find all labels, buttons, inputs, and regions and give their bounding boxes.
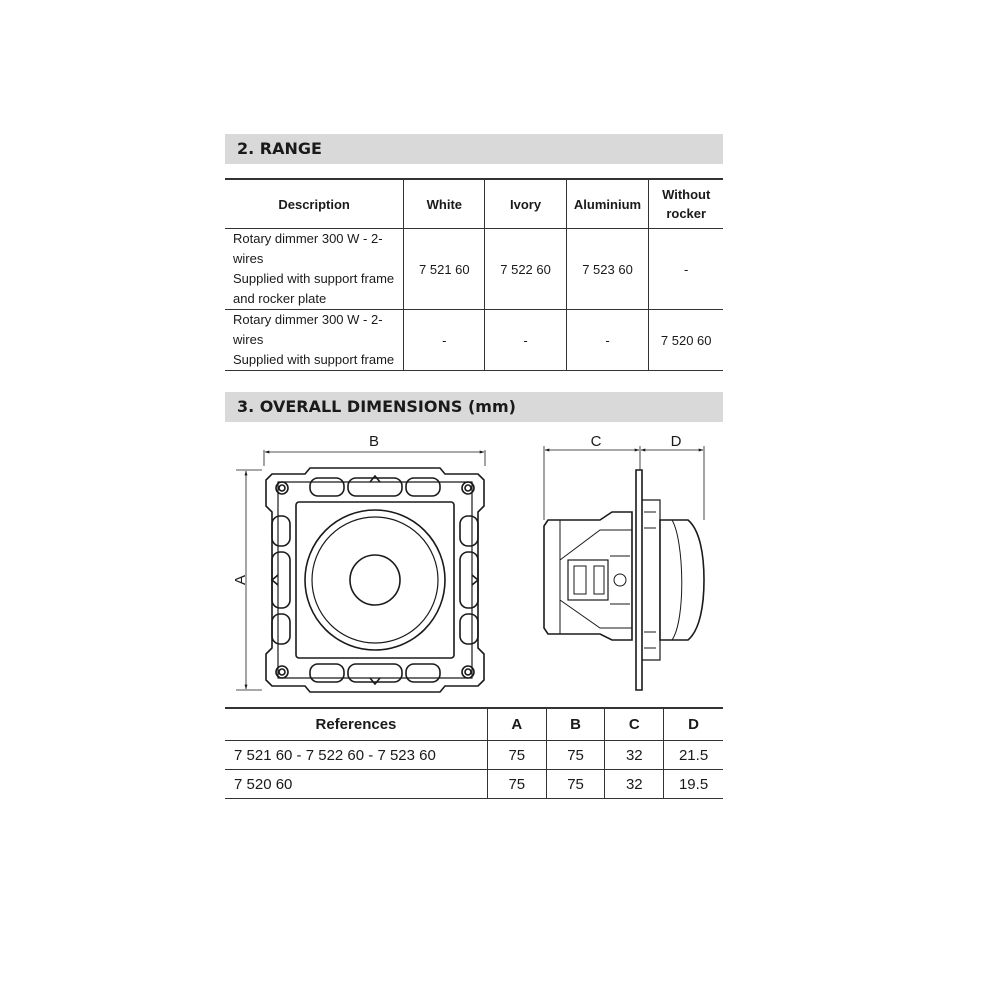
- cell-a: 75: [487, 770, 546, 799]
- frame-profile: [636, 470, 642, 690]
- row-description: Rotary dimmer 300 W - 2-wires Supplied with support frame: [225, 310, 404, 371]
- cell-a: 75: [487, 741, 546, 770]
- column-header-d: D: [664, 708, 723, 741]
- cell-aluminium: -: [566, 310, 649, 371]
- column-header-references: References: [225, 708, 487, 741]
- range-section-heading: 2. RANGE: [225, 134, 723, 164]
- dimensions-section-heading: 3. OVERALL DIMENSIONS (mm): [225, 392, 723, 422]
- table-row: [225, 741, 723, 770]
- cell-c: 32: [605, 770, 664, 799]
- label-b: B: [368, 433, 380, 450]
- cell-white: 7 521 60: [404, 229, 485, 310]
- label-d: D: [670, 433, 682, 450]
- cell-ivory: 7 522 60: [485, 229, 566, 310]
- cell-references: 7 520 60: [225, 770, 487, 799]
- mechanism-body: [544, 512, 632, 640]
- column-header-b: B: [546, 708, 605, 741]
- column-header-ivory: Ivory: [485, 179, 566, 229]
- label-c: C: [590, 433, 602, 450]
- column-header-c: C: [605, 708, 664, 741]
- front-view: [236, 450, 485, 692]
- table-row: [225, 770, 723, 799]
- column-header-aluminium: Aluminium: [566, 179, 649, 229]
- rotary-dial: [305, 510, 445, 650]
- cell-ivory: -: [485, 310, 566, 371]
- label-a: A: [232, 574, 249, 586]
- cell-b: 75: [546, 770, 605, 799]
- cell-white: -: [404, 310, 485, 371]
- column-header-a: A: [487, 708, 546, 741]
- dimensions-table-header: [225, 708, 723, 741]
- cell-without-rocker: 7 520 60: [649, 310, 723, 371]
- column-header-without-rocker: Without rocker: [649, 179, 723, 229]
- side-view: [544, 446, 704, 690]
- column-header-description: Description: [225, 179, 404, 229]
- cell-without-rocker: -: [649, 229, 723, 310]
- cell-c: 32: [605, 741, 664, 770]
- dimensions-table: [225, 707, 723, 799]
- cell-b: 75: [546, 741, 605, 770]
- cell-aluminium: 7 523 60: [566, 229, 649, 310]
- cell-d: 19.5: [664, 770, 723, 799]
- row-description: Rotary dimmer 300 W - 2-wires Supplied with support frame and rocker plate: [225, 229, 404, 310]
- cell-d: 21.5: [664, 741, 723, 770]
- column-header-white: White: [404, 179, 485, 229]
- cell-references: 7 521 60 - 7 522 60 - 7 523 60: [225, 741, 487, 770]
